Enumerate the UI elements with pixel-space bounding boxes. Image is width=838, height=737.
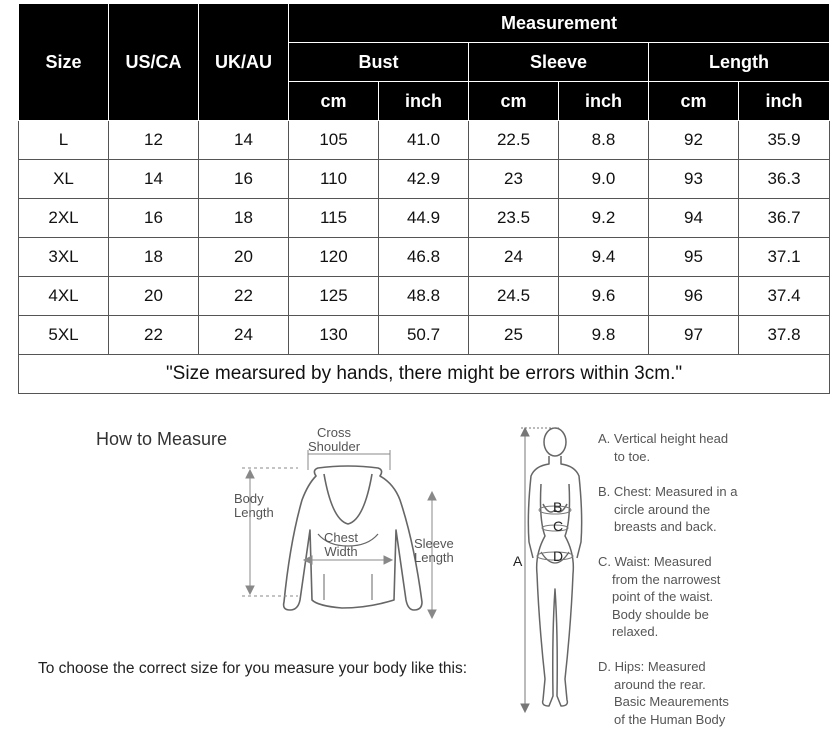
cell-sleeve-cm: 24 <box>469 238 559 277</box>
marker-b: B <box>553 499 563 515</box>
cell-bust-cm: 130 <box>289 316 379 355</box>
header-length: Length <box>649 43 830 82</box>
cell-bust-inch: 48.8 <box>379 277 469 316</box>
cell-size: XL <box>19 160 109 199</box>
cell-length-inch: 36.7 <box>739 199 830 238</box>
header-measurement: Measurement <box>289 4 830 43</box>
table-row <box>19 199 830 238</box>
cell-sleeve-inch: 9.8 <box>559 316 649 355</box>
body-diagram <box>505 424 585 724</box>
note-row <box>19 355 830 394</box>
cross-shoulder-label: Cross Shoulder <box>308 425 361 454</box>
explanation-d: D. Hips: Measured around the rear. Basic Meaurements of the Human Body <box>598 659 729 727</box>
cell-size: 3XL <box>19 238 109 277</box>
header-usca: US/CA <box>109 4 199 121</box>
header-size: Size <box>19 4 109 121</box>
cell-sleeve-cm: 22.5 <box>469 121 559 160</box>
header-length-cm: cm <box>649 82 739 121</box>
cell-ukau: 20 <box>199 238 289 277</box>
cell-sleeve-cm: 23 <box>469 160 559 199</box>
cell-sleeve-inch: 9.4 <box>559 238 649 277</box>
cell-ukau: 16 <box>199 160 289 199</box>
cell-length-inch: 36.3 <box>739 160 830 199</box>
explanation-b: B. Chest: Measured in a circle around the breasts and back. <box>598 484 738 534</box>
cell-length-inch: 37.4 <box>739 277 830 316</box>
cell-sleeve-cm: 24.5 <box>469 277 559 316</box>
table-row <box>19 277 830 316</box>
cell-bust-cm: 105 <box>289 121 379 160</box>
cell-bust-cm: 110 <box>289 160 379 199</box>
cell-bust-inch: 41.0 <box>379 121 469 160</box>
cell-bust-inch: 46.8 <box>379 238 469 277</box>
header-bust: Bust <box>289 43 469 82</box>
cell-ukau: 24 <box>199 316 289 355</box>
table-row <box>19 316 830 355</box>
header-bust-cm: cm <box>289 82 379 121</box>
cell-ukau: 14 <box>199 121 289 160</box>
cell-ukau: 22 <box>199 277 289 316</box>
cell-sleeve-inch: 9.6 <box>559 277 649 316</box>
cell-usca: 12 <box>109 121 199 160</box>
cell-length-cm: 97 <box>649 316 739 355</box>
table-header <box>19 4 830 121</box>
body-outline <box>528 428 581 706</box>
header-ukau: UK/AU <box>199 4 289 121</box>
marker-c: C <box>553 518 564 534</box>
chest-width-label: Chest Width <box>324 530 358 559</box>
cell-size: 5XL <box>19 316 109 355</box>
cell-sleeve-inch: 8.8 <box>559 121 649 160</box>
cell-length-inch: 35.9 <box>739 121 830 160</box>
cell-length-inch: 37.1 <box>739 238 830 277</box>
cell-usca: 14 <box>109 160 199 199</box>
cell-length-cm: 96 <box>649 277 739 316</box>
cell-sleeve-inch: 9.0 <box>559 160 649 199</box>
sleeve-length-label: Sleeve Length <box>414 536 454 565</box>
cell-length-cm: 95 <box>649 238 739 277</box>
cell-bust-cm: 125 <box>289 277 379 316</box>
cell-usca: 16 <box>109 199 199 238</box>
cell-size: 4XL <box>19 277 109 316</box>
header-sleeve-cm: cm <box>469 82 559 121</box>
cell-bust-inch: 50.7 <box>379 316 469 355</box>
body-lines <box>521 428 573 712</box>
body-length-label: Body Length <box>234 491 274 520</box>
table-body <box>19 121 830 394</box>
cell-size: 2XL <box>19 199 109 238</box>
cell-bust-inch: 44.9 <box>379 199 469 238</box>
cell-sleeve-cm: 25 <box>469 316 559 355</box>
measurement-note: "Size mearsured by hands, there might be errors within 3cm." <box>19 355 830 394</box>
cell-sleeve-inch: 9.2 <box>559 199 649 238</box>
header-bust-inch: inch <box>379 82 469 121</box>
cell-bust-cm: 115 <box>289 199 379 238</box>
cell-ukau: 18 <box>199 199 289 238</box>
explanation-a: A. Vertical height head to toe. <box>598 431 729 464</box>
explanation-c: C. Waist: Measured from the narrowest point of the waist. Body shoulde be relaxed. <box>598 554 721 639</box>
measurement-guide <box>0 396 838 737</box>
header-length-inch: inch <box>739 82 830 121</box>
cell-bust-inch: 42.9 <box>379 160 469 199</box>
table-row <box>19 238 830 277</box>
guide-title: How to Measure <box>96 429 228 449</box>
cell-size: L <box>19 121 109 160</box>
marker-a: A <box>513 553 523 569</box>
table-row <box>19 160 830 199</box>
cell-usca: 22 <box>109 316 199 355</box>
cell-bust-cm: 120 <box>289 238 379 277</box>
cell-length-inch: 37.8 <box>739 316 830 355</box>
size-chart-table <box>18 3 830 394</box>
header-sleeve: Sleeve <box>469 43 649 82</box>
shirt-diagram <box>228 424 478 624</box>
cell-usca: 18 <box>109 238 199 277</box>
marker-d: D <box>553 548 564 564</box>
cell-length-cm: 93 <box>649 160 739 199</box>
cell-usca: 20 <box>109 277 199 316</box>
cell-length-cm: 92 <box>649 121 739 160</box>
table-row <box>19 121 830 160</box>
cell-length-cm: 94 <box>649 199 739 238</box>
choose-size-text: To choose the correct size for you measure your body like this: <box>38 660 468 677</box>
header-sleeve-inch: inch <box>559 82 649 121</box>
cell-sleeve-cm: 23.5 <box>469 199 559 238</box>
